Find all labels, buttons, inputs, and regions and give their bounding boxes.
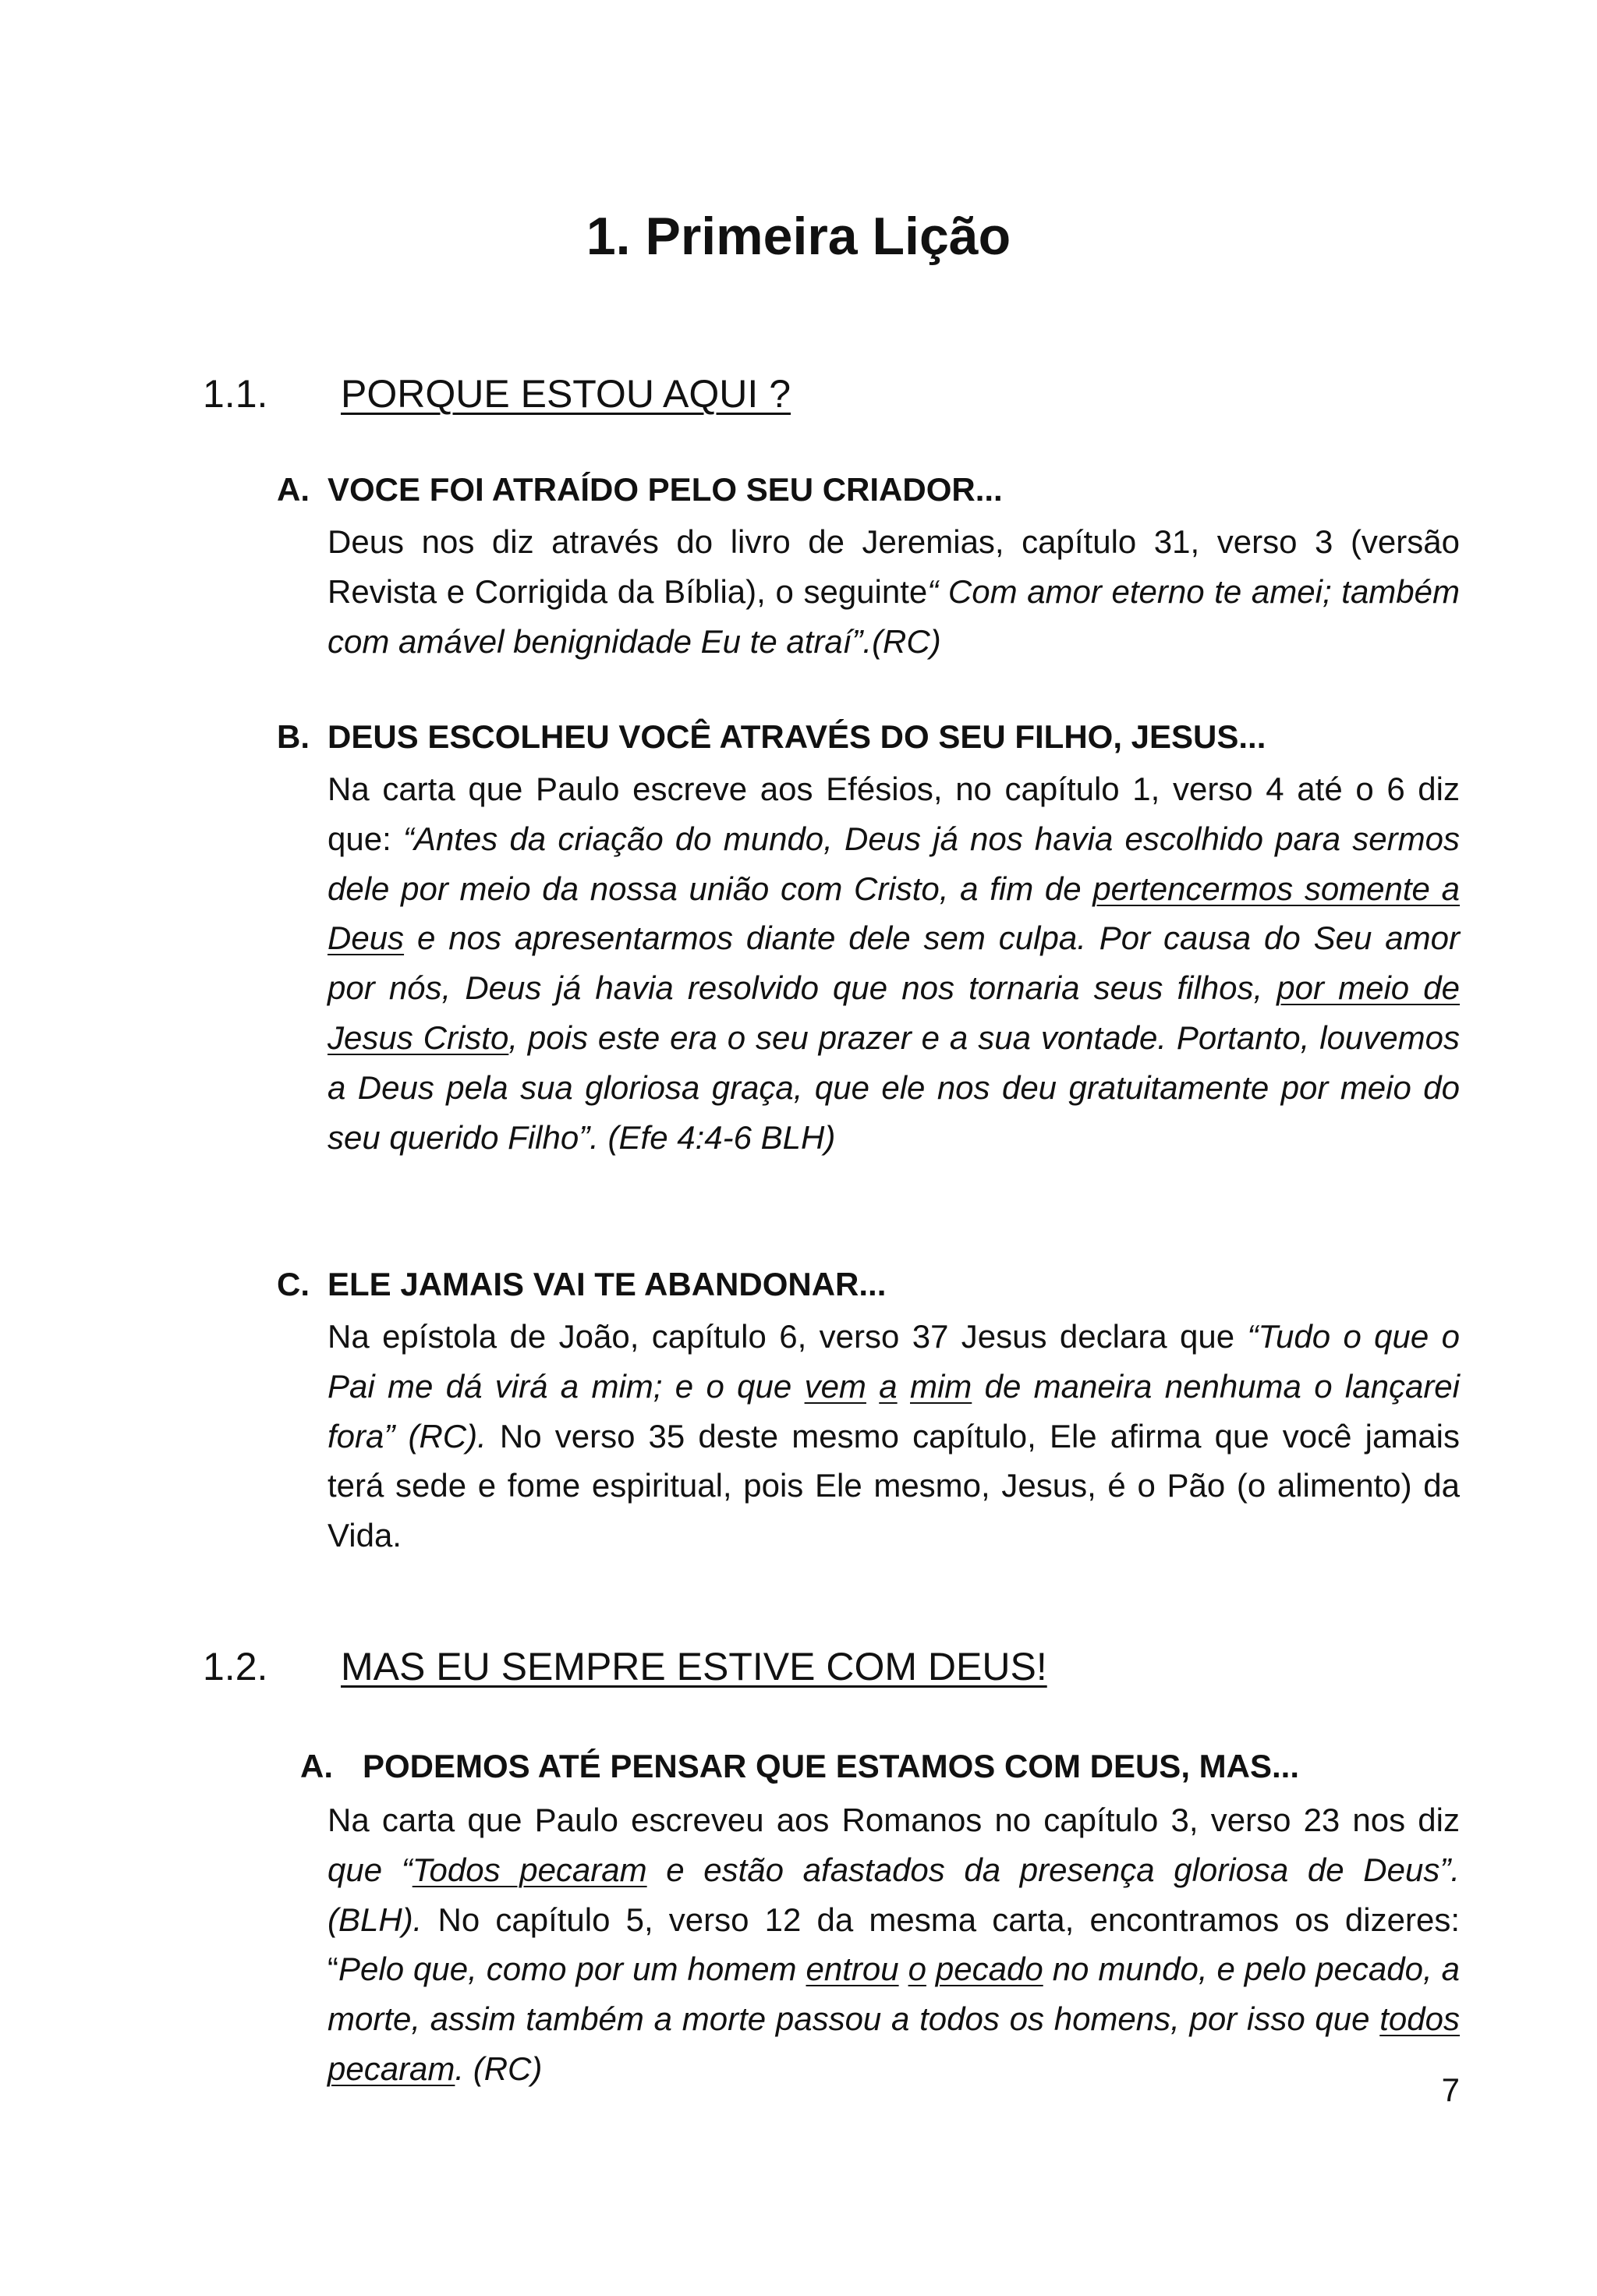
quote-text: que “ <box>328 1851 413 1888</box>
paragraph-text: No verso 35 deste mesmo capítulo, Ele afirma que você jamais terá sede e fome espiritual, pois Ele mesmo, Jesus, é o Pão (o alimento) da Vida. <box>328 1417 1460 1554</box>
item-letter: C. <box>277 1266 310 1302</box>
chapter-title: 1. Primeira Lição <box>586 207 1011 266</box>
item-heading: DEUS ESCOLHEU VOCÊ ATRAVÉS DO SEU FILHO, JESUS... <box>328 718 1266 755</box>
space <box>898 1368 910 1405</box>
paragraph-1-1-b <box>328 764 1460 1162</box>
quote-text: Pelo que, como por um homem <box>338 1951 806 1988</box>
quote-text: e nos apresentarmos diante dele sem culpa. Por causa do Seu amor por nós, Deus já havia resolvido que nos tornaria seus filhos, <box>328 919 1460 1007</box>
quote-text: “ Com amor eterno te amei; também com amável benignidade Eu te atraí”.(RC) <box>328 572 1460 660</box>
section-heading-1-1 <box>203 367 791 421</box>
quote-text: “Tudo o que o Pai me dá virá a mim; e o que <box>328 1318 1460 1405</box>
quote-text: no mundo, e pelo pecado, a morte, assim também a morte passou a todos os homens, por isso que <box>328 1951 1460 2038</box>
item-letter: A. <box>300 1748 333 1784</box>
paragraph-1-2-a <box>328 1795 1460 2094</box>
underlined-text: mim <box>909 1367 972 1405</box>
item-heading: PODEMOS ATÉ PENSAR QUE ESTAMOS COM DEUS, MAS... <box>363 1748 1299 1784</box>
quote-text: de maneira nenhuma o lançarei fora” (RC). <box>328 1367 1460 1454</box>
paragraph-text: No capítulo 5, verso 12 da mesma carta, encontramos os dizeres: “ <box>328 1901 1460 1988</box>
underlined-text: todos pecaram <box>328 2000 1460 2087</box>
subheading-1-1-a <box>277 466 1003 513</box>
section-number: 1.1. <box>203 372 268 416</box>
paragraph-text: Na carta que Paulo escreve aos Efésios, no capítulo 1, verso 4 até o 6 diz que: <box>328 771 1460 857</box>
underlined-text: o <box>908 1951 926 1988</box>
subheading-1-1-c <box>277 1261 886 1308</box>
paragraph-text: Na carta que Paulo escreveu aos Romanos no capítulo 3, verso 23 nos diz <box>328 1802 1460 1838</box>
section-heading-1-2 <box>203 1639 1047 1694</box>
underlined-text: vem <box>804 1367 866 1405</box>
item-heading: ELE JAMAIS VAI TE ABANDONAR... <box>328 1266 887 1302</box>
underlined-text: pecado <box>935 1951 1043 1988</box>
underlined-text: por meio de Jesus Cristo <box>328 969 1460 1056</box>
paragraph-1-1-c <box>328 1312 1460 1561</box>
quote-text: , pois este era o seu prazer e a sua vontade. Portanto, louvemos a Deus pela sua gloriosa graça, que ele nos deu gratuitamente por meio do seu querido Filho”. (Efe 4:4-6 BLH) <box>328 1019 1460 1156</box>
page-number: 7 <box>1441 2071 1460 2108</box>
quote-text: . (RC) <box>455 2050 543 2087</box>
underlined-text: Todos pecaram <box>412 1851 647 1888</box>
underlined-text: pertencermos somente a Deus <box>328 870 1460 957</box>
underlined-text: entrou <box>806 1951 899 1988</box>
section-number: 1.2. <box>203 1645 268 1688</box>
space <box>926 1951 936 1987</box>
section-title: MAS EU SEMPRE ESTIVE COM DEUS! <box>341 1645 1047 1688</box>
subheading-1-1-b <box>277 714 1266 760</box>
quote-text: “Antes da criação do mundo, Deus já nos havia escolhido para sermos dele por meio da nossa união com Cristo, a fim de <box>328 820 1460 907</box>
item-letter: A. <box>277 471 310 508</box>
quote-text: e estão afastados da presença gloriosa de Deus”. (BLH). <box>328 1851 1460 1938</box>
item-heading: VOCE FOI ATRAÍDO PELO SEU CRIADOR... <box>328 471 1003 508</box>
item-letter: B. <box>277 718 310 755</box>
space <box>899 1951 908 1987</box>
paragraph-text: Na epístola de João, capítulo 6, verso 37 Jesus declara que <box>328 1318 1248 1355</box>
underlined-text: a <box>879 1367 898 1405</box>
section-title: PORQUE ESTOU AQUI ? <box>341 372 791 416</box>
paragraph-text: Deus nos diz através do livro de Jeremias, capítulo 31, verso 3 (versão Revista e Corrigida da Bíblia), o seguinte <box>328 523 1460 610</box>
subheading-1-2-a <box>300 1743 1299 1790</box>
paragraph-1-1-a <box>328 517 1460 666</box>
space <box>866 1368 879 1405</box>
